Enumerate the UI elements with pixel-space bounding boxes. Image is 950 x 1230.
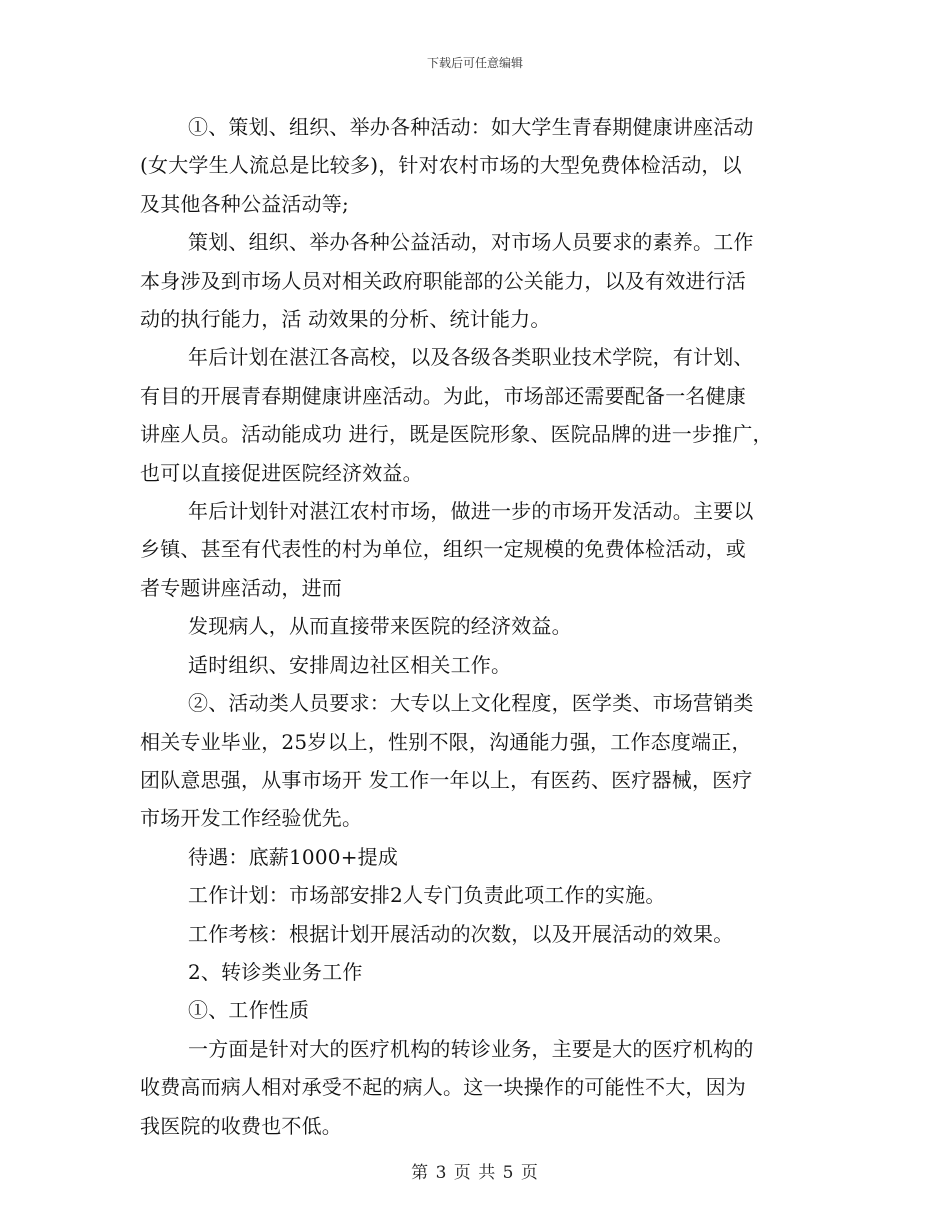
section-heading (140, 953, 820, 991)
text-line: 乡镇、甚至有代表性的村为单位，组织一定规模的免费体检活动，或 (140, 537, 746, 562)
text-line: 团队意思强，从事市场开 发工作一年以上，有医药、医疗器械，医疗 (140, 767, 753, 792)
text-line: 年后计划在湛江各高校，以及各级各类职业技术学院，有计划、 (188, 345, 754, 370)
subsection-heading (140, 991, 820, 1029)
page-number-footer: 第 3 页 共 5 页 (411, 1163, 539, 1183)
text-line: 讲座人员。活动能成功 进行，既是医院形象、医院品牌的进一步推广， (140, 422, 773, 447)
text-line: 及其他各种公益活动等; (140, 191, 349, 216)
paragraph (140, 223, 820, 338)
text-line: 我医院的收费也不低。 (140, 1113, 342, 1138)
text-line: 者专题讲座活动，进而 (140, 575, 342, 600)
text-line: 适时组织、安排周边社区相关工作。 (188, 652, 512, 677)
text-line: 也可以直接促进医院经济效益。 (140, 460, 423, 485)
paragraph (140, 607, 820, 645)
text-line: ②、活动类人员要求：大专以上文化程度，医学类、市场营销类 (188, 691, 754, 716)
text-line: 收费高而病人相对承受不起的病人。这一块操作的可能性不大，因为 (140, 1075, 746, 1100)
paragraph (140, 646, 820, 684)
text-line: 市场开发工作经验优先。 (140, 806, 363, 831)
text-line: 待遇：底薪1000+提成 (188, 844, 399, 869)
text-line: 工作计划：市场部安排2人专门负责此项工作的实施。 (188, 883, 666, 908)
text-line: 工作考核：根据计划开展活动的次数，以及开展活动的效果。 (188, 921, 734, 946)
text-line: 2、转诊类业务工作 (188, 959, 363, 984)
text-line: (女大学生人流总是比较多)，针对农村市场的大型免费体检活动，以 (140, 153, 742, 178)
paragraph (140, 492, 820, 607)
paragraph (140, 876, 820, 914)
paragraph (140, 338, 820, 492)
paragraph (140, 684, 820, 838)
text-line: ①、工作性质 (188, 998, 310, 1023)
paragraph (140, 838, 820, 876)
text-line: ①、策划、组织、举办各种活动：如大学生青春期健康讲座活动 (188, 115, 754, 139)
text-line: 本身涉及到市场人员对相关政府职能部的公关能力，以及有效进行活 (140, 268, 746, 293)
text-line: 相关专业毕业，25岁以上，性别不限，沟通能力强，工作态度端正， (140, 729, 752, 754)
text-line: 发现病人，从而直接带来医院的经济效益。 (188, 614, 572, 639)
text-line: 有目的开展青春期健康讲座活动。为此，市场部还需要配备一名健康 (140, 383, 746, 408)
paragraph (140, 915, 820, 953)
text-line: 动的执行能力，活 动效果的分析、统计能力。 (140, 307, 551, 332)
document-body (140, 108, 820, 1145)
page-header: 下载后可任意编辑 (426, 56, 523, 70)
paragraph (140, 1030, 820, 1145)
text-line: 策划、组织、举办各种公益活动，对市场人员要求的素养。工作 (188, 230, 754, 255)
text-line: 年后计划针对湛江农村市场，做进一步的市场开发活动。主要以 (188, 499, 754, 524)
paragraph (140, 108, 820, 223)
text-line: 一方面是针对大的医疗机构的转诊业务，主要是大的医疗机构的 (188, 1036, 754, 1061)
